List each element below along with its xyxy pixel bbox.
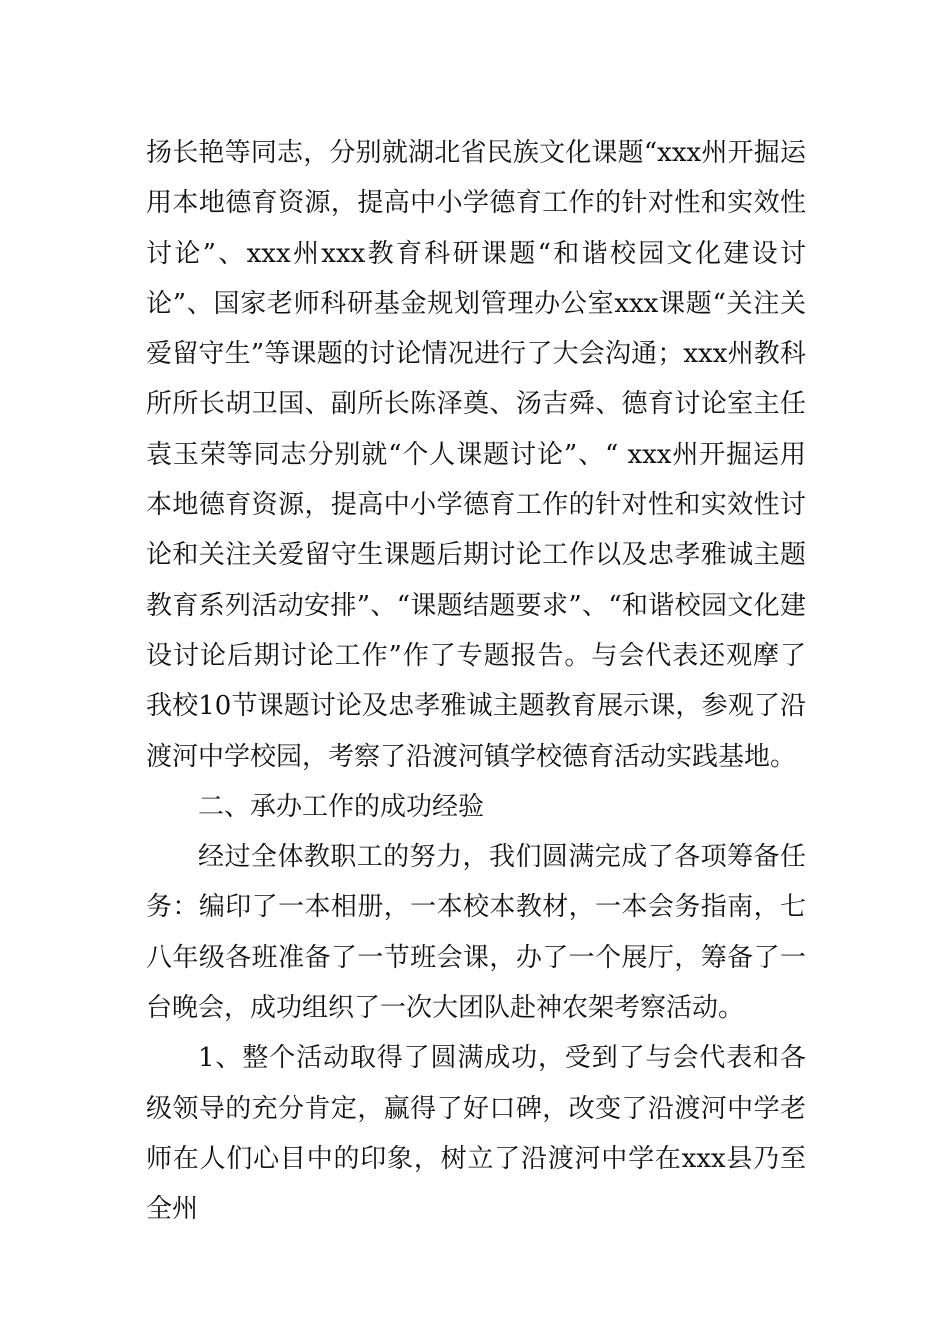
document-body bbox=[146, 128, 806, 1235]
section-heading-success-experience: 二、承办工作的成功经验 bbox=[198, 791, 485, 822]
paragraph-research-summary: 扬长艳等同志，分别就湖北省民族文化课题“xxx州开掘运用本地德育资源，提高中小学德育工作的针对性和实效性讨论”、xxx州xxx教育科研课题“和谐校园文化建设讨论”、国家老师科研基金规划管理办公室xxx课题“关注关爱留守生”等课题的讨论情况进行了大会沟通；xxx州教科所所长胡卫国、副所长陈泽奠、汤吉舜、德育讨论室主任袁玉荣等同志分别就“个人课题讨论”、“ xxx州开掘运用本地德育资源，提高中小学德育工作的针对性和实效性讨论和关注关爱留守生课题后期讨论工作以及忠孝雅诚主题教育系列活动安排”、“课题结题要求”、“和谐校园文化建设讨论后期讨论工作”作了专题报告。与会代表还观摩了我校10节课题讨论及忠孝雅诚主题教育展示课，参观了沿渡河中学校园，考察了沿渡河镇学校德育活动实践基地。 bbox=[146, 138, 806, 772]
paragraph-activity-success: 1、整个活动取得了圆满成功，受到了与会代表和各级领导的充分肯定，赢得了好口碑，改变了沿渡河中学老师在人们心目中的印象，树立了沿渡河中学在xxx县乃至全州 bbox=[146, 1043, 806, 1225]
paragraph-preparation-tasks: 经过全体教职工的努力，我们圆满完成了各项筹备任务：编印了一本相册，一本校本教材，一本会务指南，七八年级各班准备了一节班会课，办了一个展厅，筹备了一台晚会，成功组织了一次大团队赴神农架考察活动。 bbox=[146, 842, 806, 1024]
